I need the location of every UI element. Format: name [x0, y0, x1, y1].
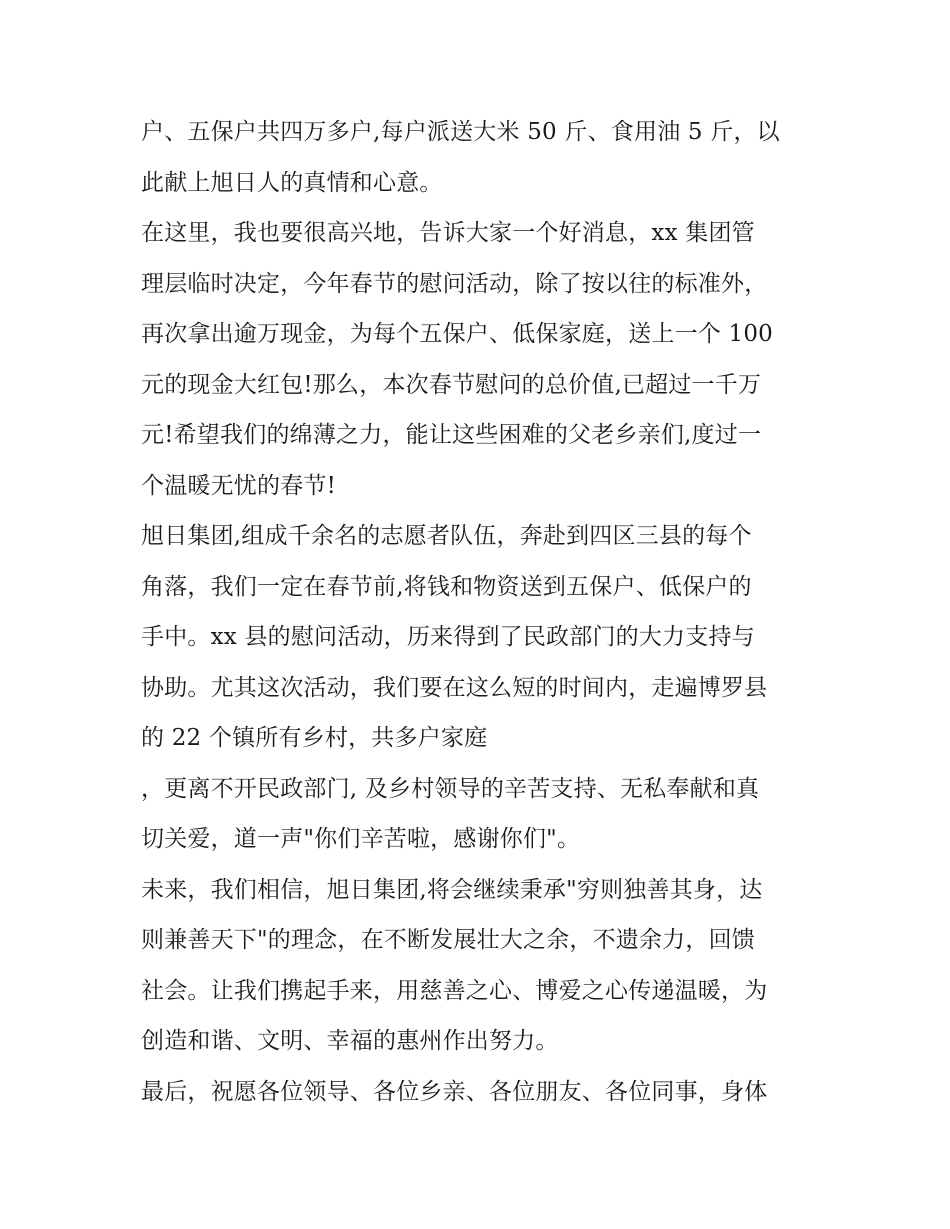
text-line: ，更离不开民政部门, 及乡村领导的辛苦支持、无私奉献和真	[141, 776, 760, 802]
text-line: 理层临时决定，今年春节的慰问活动，除了按以往的标准外，	[141, 271, 768, 297]
text-line: 元的现金大红包!那么，本次春节慰问的总价值,已超过一千万	[141, 372, 762, 398]
text-line: 协助。尤其这次活动，我们要在这么短的时间内，走遍博罗县	[141, 675, 768, 701]
text-line: 的 22 个镇所有乡村，共多户家庭	[141, 725, 488, 751]
text-line: 未来，我们相信，旭日集团,将会继续秉承"穷则独善其身，达	[141, 877, 763, 903]
text-line: 最后，祝愿各位领导、各位乡亲、各位朋友、各位同事，身体	[141, 1079, 768, 1105]
text-line: 社会。让我们携起手来，用慈善之心、博爱之心传递温暖，为	[141, 978, 768, 1004]
text-line: 切关爱，道一声"你们辛苦啦，感谢你们"。	[141, 826, 581, 852]
text-line: 旭日集团,组成千余名的志愿者队伍，奔赴到四区三县的每个	[141, 523, 752, 549]
text-line: 个温暖无忧的春节!	[141, 473, 337, 499]
text-line: 创造和谐、文明、幸福的惠州作出努力。	[141, 1028, 559, 1054]
text-line: 再次拿出逾万现金，为每个五保户、低保家庭，送上一个 100	[141, 321, 774, 347]
text-line: 在这里，我也要很高兴地，告诉大家一个好消息，xx 集团管	[141, 220, 755, 246]
text-line: 户、五保户共四万多户,每户派送大米 50 斤、食用油 5 斤，以	[141, 119, 780, 145]
text-line: 则兼善天下"的理念，在不断发展壮大之余，不遗余力，回馈	[141, 927, 755, 953]
text-line: 元!希望我们的绵薄之力，能让这些困难的父老乡亲们,度过一	[141, 422, 762, 448]
text-line: 此献上旭日人的真情和心意。	[141, 170, 443, 196]
text-line: 角落，我们一定在春节前,将钱和物资送到五保户、低保户的	[141, 574, 752, 600]
text-line: 手中。xx 县的慰问活动，历来得到了民政部门的大力支持与	[141, 624, 755, 650]
